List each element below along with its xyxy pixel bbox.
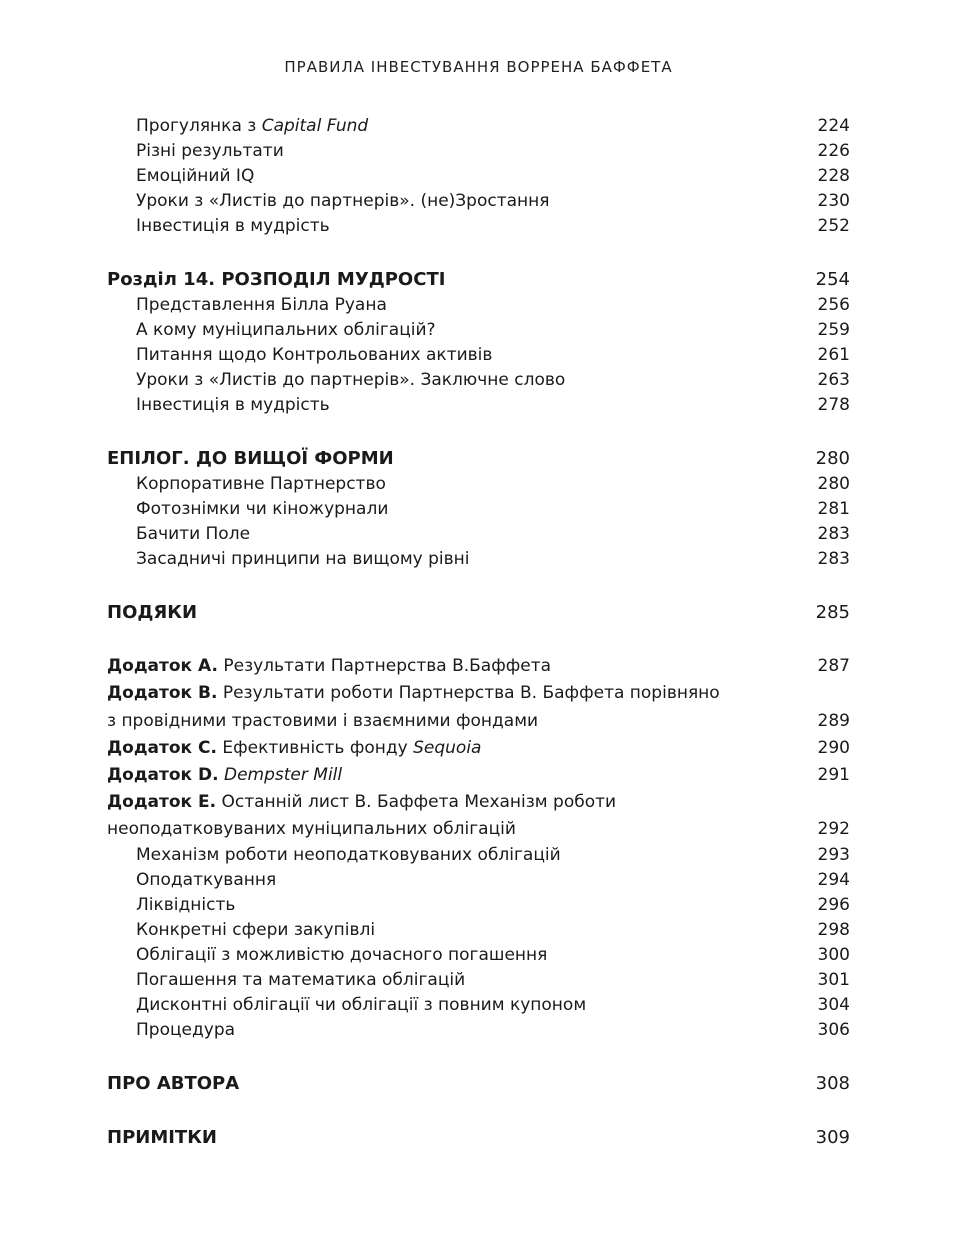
toc-entry-text: Погашення та математика облігацій <box>136 970 466 990</box>
toc-page-number: 298 <box>817 920 850 940</box>
toc-page-number: 226 <box>817 141 850 161</box>
toc-entry-text: Механізм роботи неоподатковуваних облігацій <box>136 845 561 865</box>
toc-entry-text: з провідними трастовими і взаємними фондами <box>107 711 539 731</box>
toc-page-number: 263 <box>817 370 850 390</box>
toc-page-number: 296 <box>817 895 850 915</box>
toc-entry-text: Засадничі принципи на вищому рівні <box>136 549 470 569</box>
toc-page-number: 294 <box>817 870 850 890</box>
toc-page-number: 261 <box>817 345 850 365</box>
toc-page-number: 290 <box>817 738 850 758</box>
toc-entry-text: Фотознімки чи кіножурнали <box>136 499 389 519</box>
toc-page-number: 228 <box>817 166 850 186</box>
toc-entry-title <box>107 654 551 679</box>
toc-entry-text: Представлення Білла Руана <box>136 295 387 315</box>
toc-entry-title <box>136 318 436 343</box>
toc-page-number: 300 <box>817 945 850 965</box>
toc-chapter-entry <box>107 1125 850 1150</box>
toc-page-number: 308 <box>815 1073 850 1094</box>
toc-subentry <box>136 918 850 943</box>
toc-entry-title <box>136 993 586 1018</box>
toc-subentry <box>136 114 850 139</box>
toc-entry-text: Інвестиція в мудрість <box>136 216 330 236</box>
toc-entry-title <box>136 868 276 893</box>
toc-appendix-entry <box>107 654 850 679</box>
toc-entry-label: ПРИМІТКИ <box>107 1127 217 1148</box>
toc-entry-title <box>107 1071 239 1096</box>
toc-chapter-entry <box>107 267 850 292</box>
running-header: ПРАВИЛА ІНВЕСТУВАННЯ ВОРРЕНА БАФФЕТА <box>284 58 673 76</box>
toc-page-number: 287 <box>817 656 850 676</box>
toc-chapter-entry <box>107 446 850 471</box>
toc-subentry <box>136 164 850 189</box>
toc-subentry <box>136 893 850 918</box>
toc-entry-title <box>107 681 720 706</box>
toc-entry-title <box>107 763 342 788</box>
toc-page-number: 259 <box>817 320 850 340</box>
toc-page-number: 280 <box>817 474 850 494</box>
toc-entry-text: Бачити Поле <box>136 524 251 544</box>
toc-entry-text: Результати Партнерства В.Баффета <box>217 656 552 676</box>
toc-page-number: 309 <box>815 1127 850 1148</box>
toc-page-number: 293 <box>817 845 850 865</box>
toc-entry-text: Прогулянка з <box>136 116 257 136</box>
toc-entry-title <box>136 343 492 368</box>
toc-appendix-entry <box>107 681 850 706</box>
toc-appendix-entry <box>107 790 850 815</box>
toc-page-number: 283 <box>817 524 850 544</box>
toc-entry-title <box>136 893 235 918</box>
toc-page-number: 254 <box>815 269 850 290</box>
toc-entry-text: Облігації з можливістю дочасного погашення <box>136 945 548 965</box>
toc-entry-label: ПРО АВТОРА <box>107 1073 240 1094</box>
toc-page-number: 283 <box>817 549 850 569</box>
toc-page-number: 224 <box>817 116 850 136</box>
toc-entry-title <box>107 267 445 292</box>
toc-entry-label: Додаток A. <box>107 656 218 676</box>
toc-entry-title <box>136 293 387 318</box>
toc-subentry <box>136 993 850 1018</box>
toc-subentry <box>136 189 850 214</box>
toc-entry-title <box>107 446 394 471</box>
toc-entry-text: Питання щодо Контрольованих активів <box>136 345 493 365</box>
toc-entry-text: Процедура <box>136 1020 236 1040</box>
toc-entry-italic-text: Sequoia <box>413 738 482 758</box>
toc-entry-text: Конкретні сфери закупівлі <box>136 920 376 940</box>
toc-subentry <box>136 293 850 318</box>
toc-entry-title <box>136 968 465 993</box>
toc-subentry <box>136 547 850 572</box>
toc-page-number: 256 <box>817 295 850 315</box>
toc-subentry <box>136 868 850 893</box>
toc-entry-title <box>107 817 516 842</box>
toc-chapter-entry <box>107 600 850 625</box>
toc-subentry <box>136 943 850 968</box>
toc-subentry <box>136 368 850 393</box>
toc-entry-label: ПОДЯКИ <box>107 602 198 623</box>
toc-entry-title <box>136 164 254 189</box>
toc-subentry <box>136 968 850 993</box>
toc-entry-title <box>136 943 547 968</box>
toc-entry-title <box>136 368 565 393</box>
toc-page-number: 230 <box>817 191 850 211</box>
toc-chapter-entry <box>107 1071 850 1096</box>
toc-page-number: 281 <box>817 499 850 519</box>
toc-page-number: 292 <box>817 819 850 839</box>
toc-entry-title <box>107 1125 217 1150</box>
toc-entry-title <box>136 1018 235 1043</box>
toc-entry-title <box>136 472 386 497</box>
toc-entry-title <box>136 843 561 868</box>
toc-entry-title <box>136 139 284 164</box>
toc-page-number: 278 <box>817 395 850 415</box>
toc-entry-text: Останній лист В. Баффета Механізм роботи <box>216 792 617 812</box>
toc-entry-label: Додаток D. <box>107 765 219 785</box>
toc-entry-title <box>107 600 197 625</box>
toc-subentry <box>136 318 850 343</box>
toc-page-number: 252 <box>817 216 850 236</box>
toc-entry-text: Уроки з «Листів до партнерів». (не)Зростання <box>136 191 550 211</box>
toc-entry-title <box>136 522 250 547</box>
toc-subentry <box>136 1018 850 1043</box>
toc-entry-text: Корпоративне Партнерство <box>136 474 386 494</box>
toc-entry-label: Додаток B. <box>107 683 218 703</box>
toc-entry-title <box>136 189 550 214</box>
toc-subentry <box>136 497 850 522</box>
toc-entry-label: Додаток C. <box>107 738 217 758</box>
toc-page-number: 306 <box>817 1020 850 1040</box>
toc-subentry <box>136 214 850 239</box>
toc-entry-title <box>136 497 388 522</box>
toc-page-number: 291 <box>817 765 850 785</box>
toc-appendix-entry <box>107 709 850 734</box>
toc-entry-text: Дисконтні облігації чи облігації з повним купоном <box>136 995 587 1015</box>
toc-entry-text: неоподатковуваних муніципальних облігацій <box>107 819 516 839</box>
toc-entry-label: ЕПІЛОГ. ДО ВИЩОЇ ФОРМИ <box>107 448 394 469</box>
toc-entry-title <box>136 214 330 239</box>
toc-subentry <box>136 139 850 164</box>
toc-page-number: 289 <box>817 711 850 731</box>
toc-subentry <box>136 343 850 368</box>
toc-entry-title <box>107 790 616 815</box>
toc-page-number: 285 <box>815 602 850 623</box>
toc-entry-text: Оподаткування <box>136 870 277 890</box>
toc-page-number: 304 <box>817 995 850 1015</box>
toc-entry-label: Розділ 14. РОЗПОДІЛ МУДРОСТІ <box>107 269 446 290</box>
toc-entry-text: Ефективність фонду <box>216 738 414 758</box>
toc-appendix-entry <box>107 817 850 842</box>
toc-entry-title <box>136 918 375 943</box>
toc-subentry <box>136 472 850 497</box>
toc-page-number: 280 <box>815 448 850 469</box>
toc-subentry <box>136 843 850 868</box>
toc-appendix-entry <box>107 736 850 761</box>
toc-subentry <box>136 393 850 418</box>
toc-entry-italic-text: Capital Fund <box>261 116 369 136</box>
toc-entry-title <box>136 393 330 418</box>
toc-entry-text: Різні результати <box>136 141 284 161</box>
toc-appendix-entry <box>107 763 850 788</box>
toc-entry-title <box>107 736 481 761</box>
toc-entry-text: Результати роботи Партнерства В. Баффета порівняно <box>217 683 720 703</box>
toc-entry-text: Інвестиція в мудрість <box>136 395 330 415</box>
toc-entry-text: Уроки з «Листів до партнерів». Заключне слово <box>136 370 566 390</box>
toc-entry-text: А кому муніципальних облігацій? <box>136 320 436 340</box>
toc-page-number: 301 <box>817 970 850 990</box>
toc-entry-title <box>136 547 470 572</box>
toc-entry-italic-text: Dempster Mill <box>224 765 343 785</box>
toc-subentry <box>136 522 850 547</box>
toc-entry-label: Додаток E. <box>107 792 217 812</box>
toc-entry-title <box>136 114 368 139</box>
toc-entry-text: Ліквідність <box>136 895 236 915</box>
toc-entry-title <box>107 709 538 734</box>
toc-entry-text: Емоційний IQ <box>136 166 255 186</box>
